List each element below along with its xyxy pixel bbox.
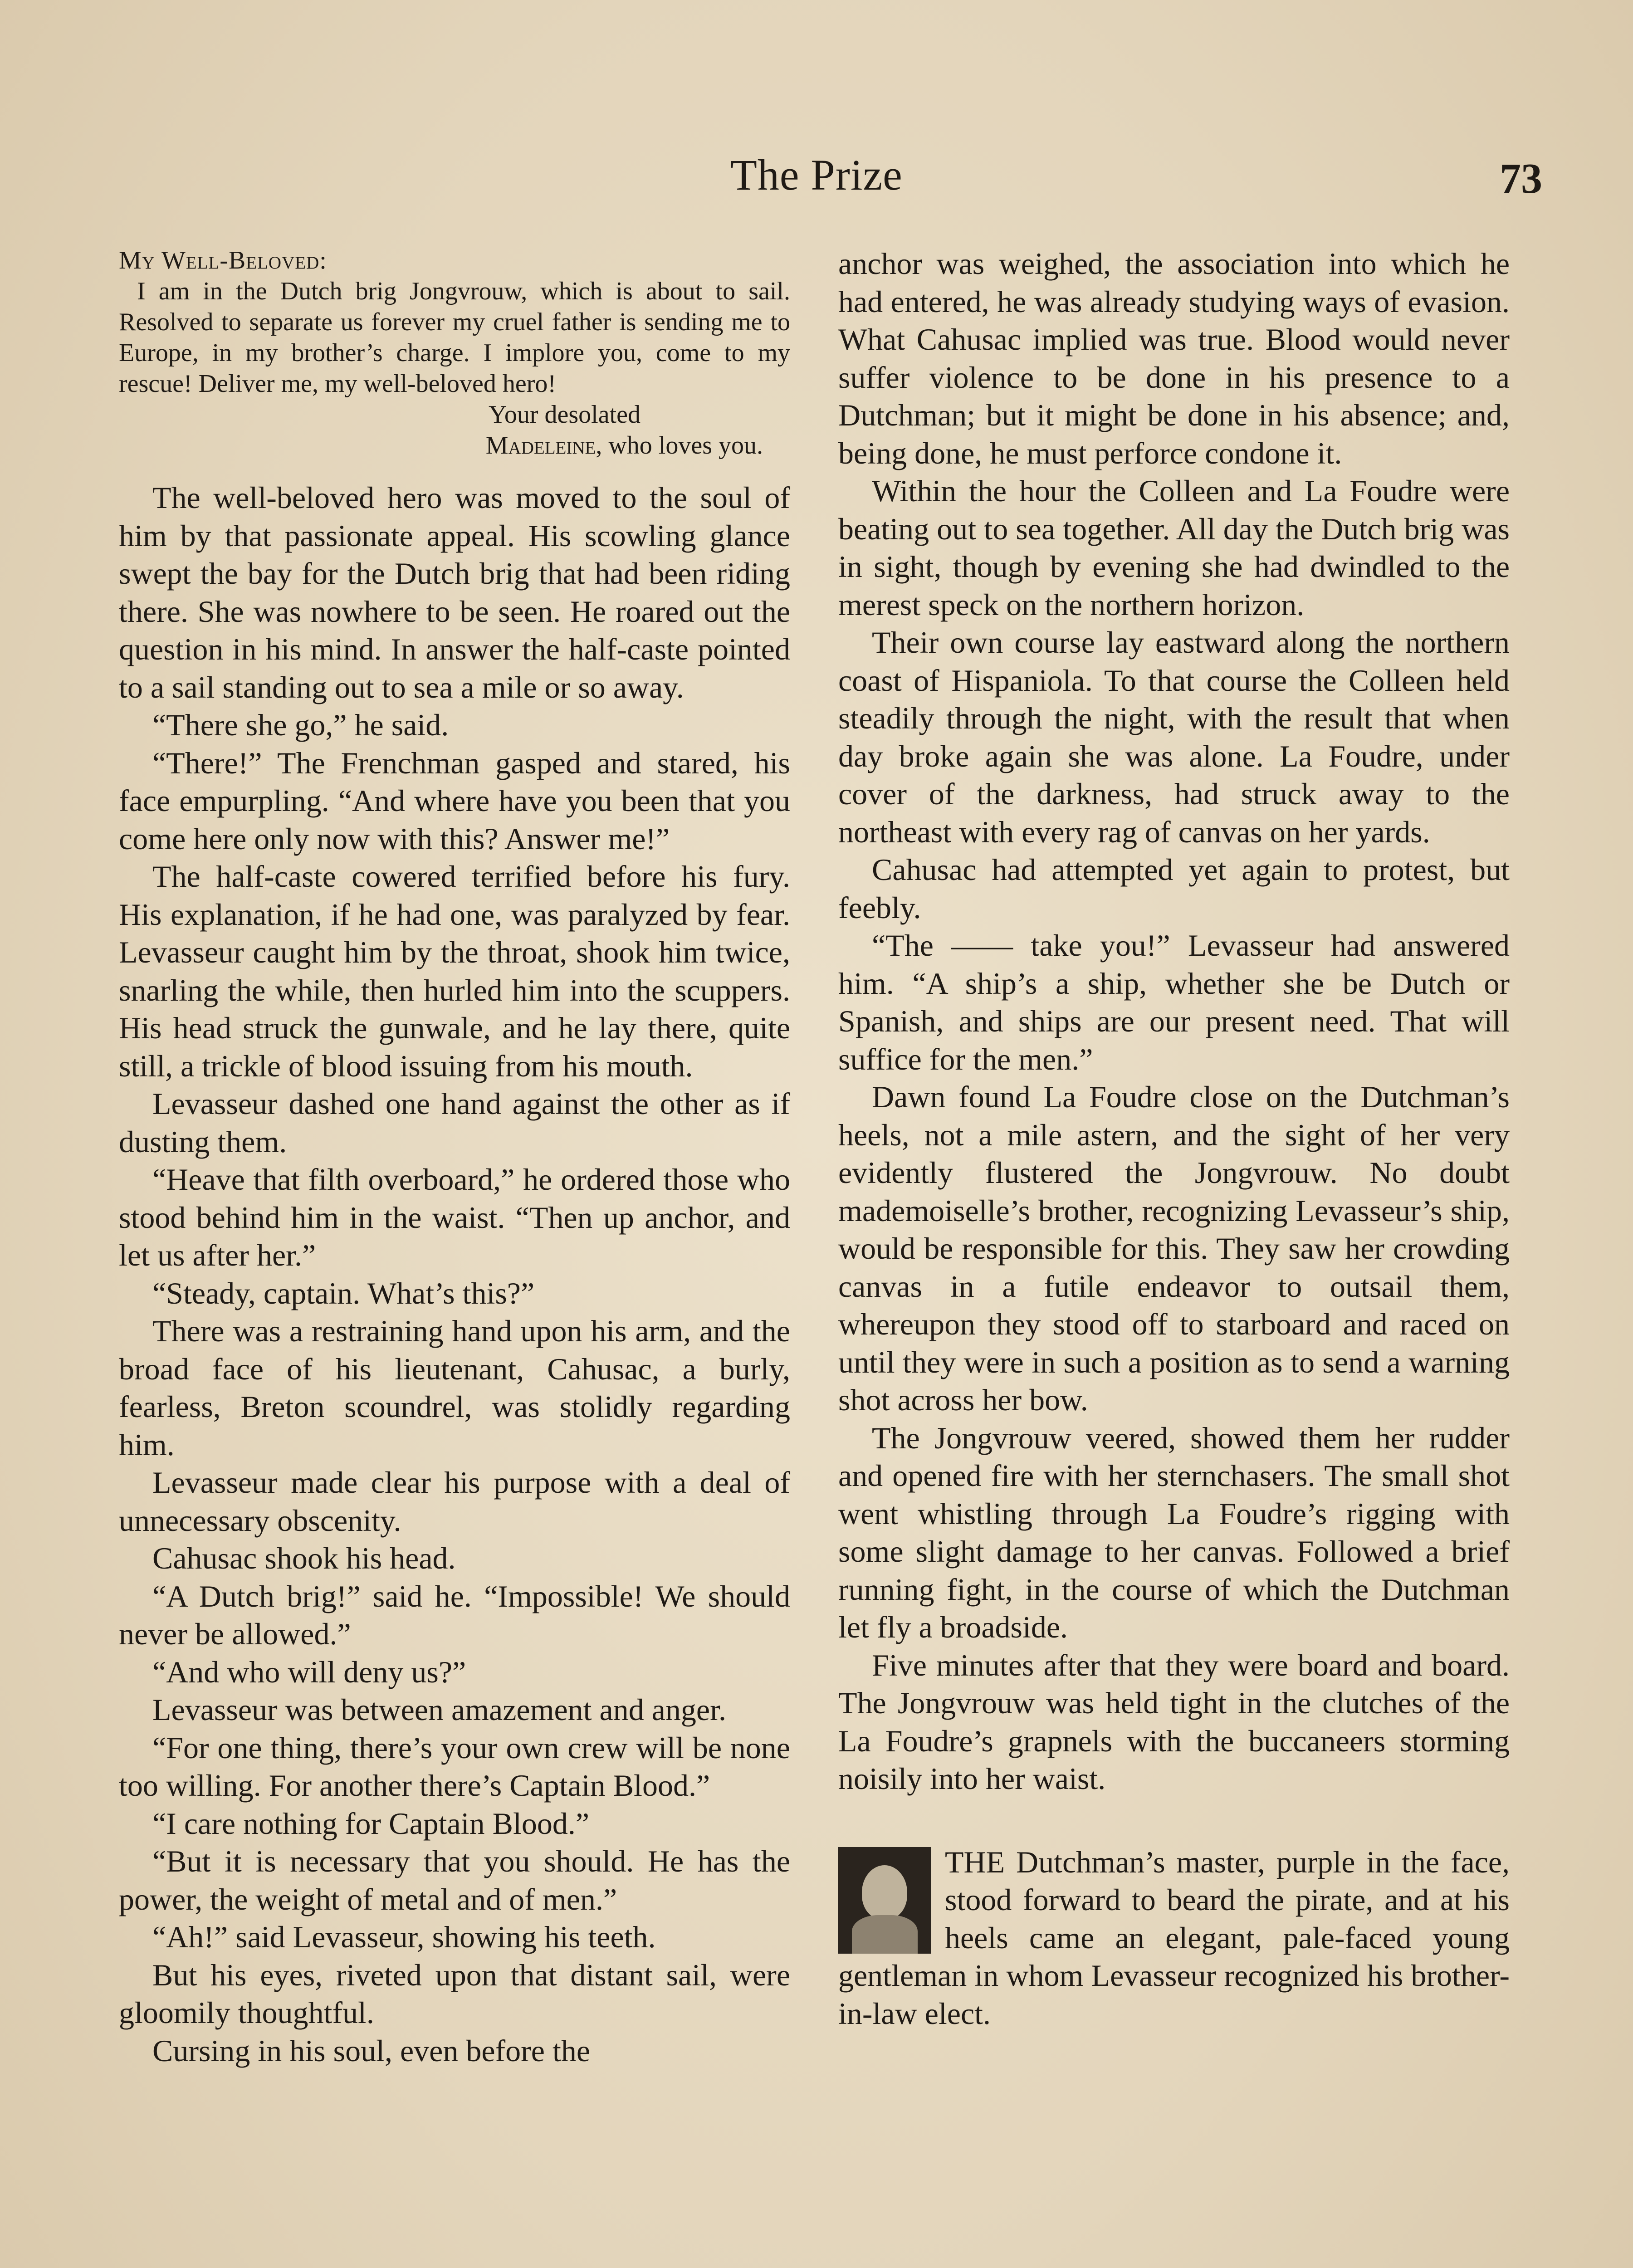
- paragraph: “A Dutch brig!” said he. “Impossible! We should never be allowed.”: [119, 1579, 790, 1651]
- paragraph: Five minutes after that they were board and board. The Jongvrouw was held tight in the clutches of the La Foudre’s grapnels with the buccaneers storming noisily into her waist.: [838, 1647, 1510, 1796]
- letter-signature-name: Madeleine: [485, 431, 596, 459]
- paragraph: “And who will deny us?”: [152, 1654, 466, 1689]
- paragraph: There was a restraining hand upon his arm, and the broad face of his lieutenant, Cahusac, a burly, fearless, Breton scoundrel, was stolidly regarding him.: [119, 1314, 790, 1462]
- paragraph: Levasseur made clear his purpose with a deal of unnecessary obscenity.: [119, 1465, 790, 1538]
- letter-signature: [119, 430, 790, 461]
- paragraph: Within the hour the Colleen and La Foudre were beating out to sea together. All day the Dutch brig was in sight, though by evening she had dwindled to the merest speck on the northern horizon.: [838, 474, 1510, 622]
- paragraph: But his eyes, riveted upon that distant sail, were gloomily thoughtful.: [119, 1957, 790, 2030]
- paragraph: “Ah!” said Levasseur, showing his teeth.: [152, 1920, 656, 1954]
- letter-body: I am in the Dutch brig Jongvrouw, which is about to sail. Resolved to separate us forever my cruel father is sending me to Europe, in my brother’s charge. I implore you, come to my rescue! Deliver me, my well-beloved hero!: [119, 277, 790, 398]
- paragraph: “Steady, captain. What’s this?”: [152, 1276, 535, 1310]
- letter-signature-rest: , who loves you.: [596, 431, 763, 459]
- paragraph: Their own course lay eastward along the northern coast of Hispaniola. To that course the Colleen held steadily through the night, with the result that when day broke again she was alone. La Foudre, under cover of the darkness, had struck away to the northeast with every rag of canvas on her yards.: [838, 625, 1510, 849]
- paragraph: “I care nothing for Captain Blood.”: [152, 1806, 590, 1841]
- paragraph: “But it is necessary that you should. He has the power, the weight of metal and of men.”: [119, 1844, 790, 1916]
- paragraph: “Heave that filth overboard,” he ordered those who stood behind him in the waist. “Then up anchor, and let us after her.”: [119, 1162, 790, 1272]
- dropcap-portrait-icon: [838, 1847, 931, 1954]
- paragraph: “For one thing, there’s your own crew will be none too willing. For another there’s Captain Blood.”: [119, 1730, 790, 1803]
- paragraph: “The —— take you!” Levasseur had answered him. “A ship’s a ship, whether she be Dutch or Spanish, and ships are our present need. That will suffice for the men.”: [838, 928, 1510, 1076]
- paragraph: “There she go,” he said.: [152, 708, 449, 742]
- paragraph: The half-caste cowered terrified before his fury. His explanation, if he had one, was paralyzed by fear. Levasseur caught him by the throat, shook him twice, snarling the while, then hurled him into the scuppers. His head struck the gunwale, and he lay there, quite still, a trickle of blood issuing from his mouth.: [119, 859, 790, 1083]
- dropcap-paragraph-text: THE Dutchman’s master, purple in the face, stood forward to beard the pirate, and at his heels came an elegant, pale-faced young gentleman in whom Levasseur recognized his brother-in-law elect.: [838, 1844, 1510, 2031]
- page-number: 73: [1500, 155, 1542, 202]
- paragraph: “There!” The Frenchman gasped and stared, his face empurpling. “And where have you been that you come here only now with this? Answer me!”: [119, 745, 790, 856]
- letter-salutation: My Well-Beloved:: [119, 246, 327, 274]
- paragraph: Levasseur dashed one hand against the other as if dusting them.: [119, 1086, 790, 1159]
- letter-block: [119, 245, 790, 461]
- dropcap-paragraph: [838, 1843, 1510, 2033]
- paragraph: Cursing in his soul, even before the: [152, 2033, 591, 2068]
- paragraph: Dawn found La Foudre close on the Dutchman’s heels, not a mile astern, and the sight of her very evidently flustered the Jongvrouw. No doubt mademoiselle’s brother, recognizing Levasseur’s ship, would be responsible for this. They saw her crowding canvas in a futile endeavor to outsail them, whereupon they stood off to starboard and raced on until they were in such a position as to send a warning shot across her bow.: [838, 1080, 1510, 1417]
- paragraph: Levasseur was between amazement and anger.: [152, 1692, 726, 1727]
- right-column: [838, 245, 1510, 2033]
- paragraph: anchor was weighed, the association into which he had entered, he was already studying ways of evasion. What Cahusac implied was true. Blood would never suffer violence to be done in his presence to a Dutchman; but it might be done in his absence; and, being done, he must perforce condone it.: [838, 246, 1510, 470]
- paragraph: The Jongvrouw veered, showed them her rudder and opened fire with her sternchasers. The small shot went whistling through La Foudre’s rigging with some slight damage to her canvas. Followed a brief running fight, in the course of which the Dutchman let fly a broadside.: [838, 1420, 1510, 1644]
- letter-closing: Your desolated: [489, 401, 640, 429]
- paragraph: The well-beloved hero was moved to the soul of him by that passionate appeal. His scowling glance swept the bay for the Dutch brig that had been riding there. She was nowhere to be seen. He roared out the question in his mind. In answer the half-caste pointed to a sail standing out to sea a mile or so away.: [119, 480, 790, 704]
- left-column: [119, 245, 790, 2070]
- paragraph: Cahusac had attempted yet again to protest, but feebly.: [838, 852, 1510, 925]
- paragraph: Cahusac shook his head.: [152, 1541, 456, 1575]
- running-title: The Prize: [730, 151, 903, 199]
